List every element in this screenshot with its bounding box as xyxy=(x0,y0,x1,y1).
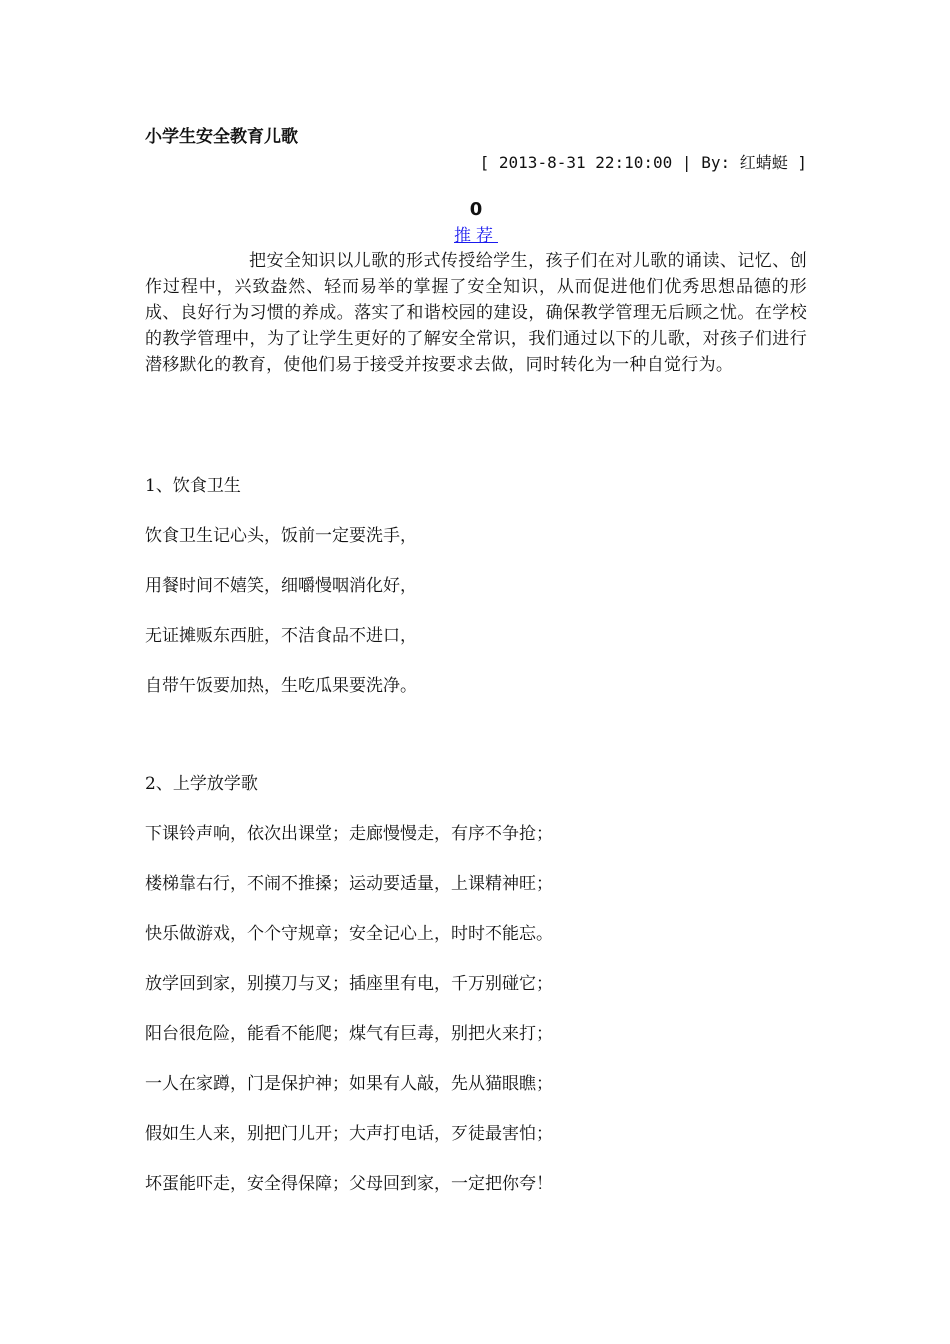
verse-line: 坏蛋能吓走，安全得保障；父母回到家，一定把你夸！ xyxy=(145,1174,553,1194)
recommend-count: 0 xyxy=(469,199,483,220)
article-meta: [ 2013-8-31 22:10:00 | By: 红蜻蜓 ] xyxy=(479,153,807,172)
verse-list xyxy=(145,821,807,1197)
verse-line: 快乐做游戏，个个守规章；安全记心上，时时不能忘。 xyxy=(145,924,553,944)
document-page xyxy=(145,0,807,1344)
verse-line: 饮食卫生记心头，饭前一定要洗手， xyxy=(145,526,417,546)
verse-line: 假如生人来，别把门儿开；大声打电话，歹徒最害怕； xyxy=(145,1124,553,1144)
recommend-row xyxy=(145,223,807,249)
verse-list xyxy=(145,523,807,699)
section-school-song xyxy=(145,771,807,1221)
intro-paragraph: 把安全知识以儿歌的形式传授给学生，孩子们在对儿歌的诵读、记忆、创作过程中，兴致盎然、轻而易举的掌握了安全知识，从而促进他们优秀思想品德的形成、良好行为习惯的养成。落实了和谐校园的建设，确保教学管理无后顾之忧。在学校的教学管理中，为了让学生更好的了解安全常识，我们通过以下的儿歌，对孩子们进行潜移默化的教育，使他们易于接受并按要求去做，同时转化为一种自觉行为。 xyxy=(145,251,807,375)
verse-line: 无证摊贩东西脏，不洁食品不进口， xyxy=(145,626,417,646)
verse-line: 放学回到家，别摸刀与叉；插座里有电，千万别碰它； xyxy=(145,974,553,994)
section-diet-hygiene xyxy=(145,473,807,723)
verse-line: 下课铃声响，依次出课堂；走廊慢慢走，有序不争抢； xyxy=(145,824,553,844)
article-title: 小学生安全教育儿歌 xyxy=(145,127,298,147)
verse-line: 自带午饭要加热，生吃瓜果要洗净。 xyxy=(145,676,417,696)
verse-line: 一人在家蹲，门是保护神；如果有人敲，先从猫眼瞧； xyxy=(145,1074,553,1094)
section-heading: 1、饮食卫生 xyxy=(145,476,241,496)
recommend-link[interactable]: 推荐 xyxy=(454,226,498,246)
verse-line: 阳台很危险，能看不能爬；煤气有巨毒，别把火来打； xyxy=(145,1024,553,1044)
verse-line: 用餐时间不嬉笑，细嚼慢咽消化好， xyxy=(145,576,417,596)
verse-line: 楼梯靠右行，不闹不推搡；运动要适量，上课精神旺； xyxy=(145,874,553,894)
section-heading: 2、上学放学歌 xyxy=(145,774,258,794)
